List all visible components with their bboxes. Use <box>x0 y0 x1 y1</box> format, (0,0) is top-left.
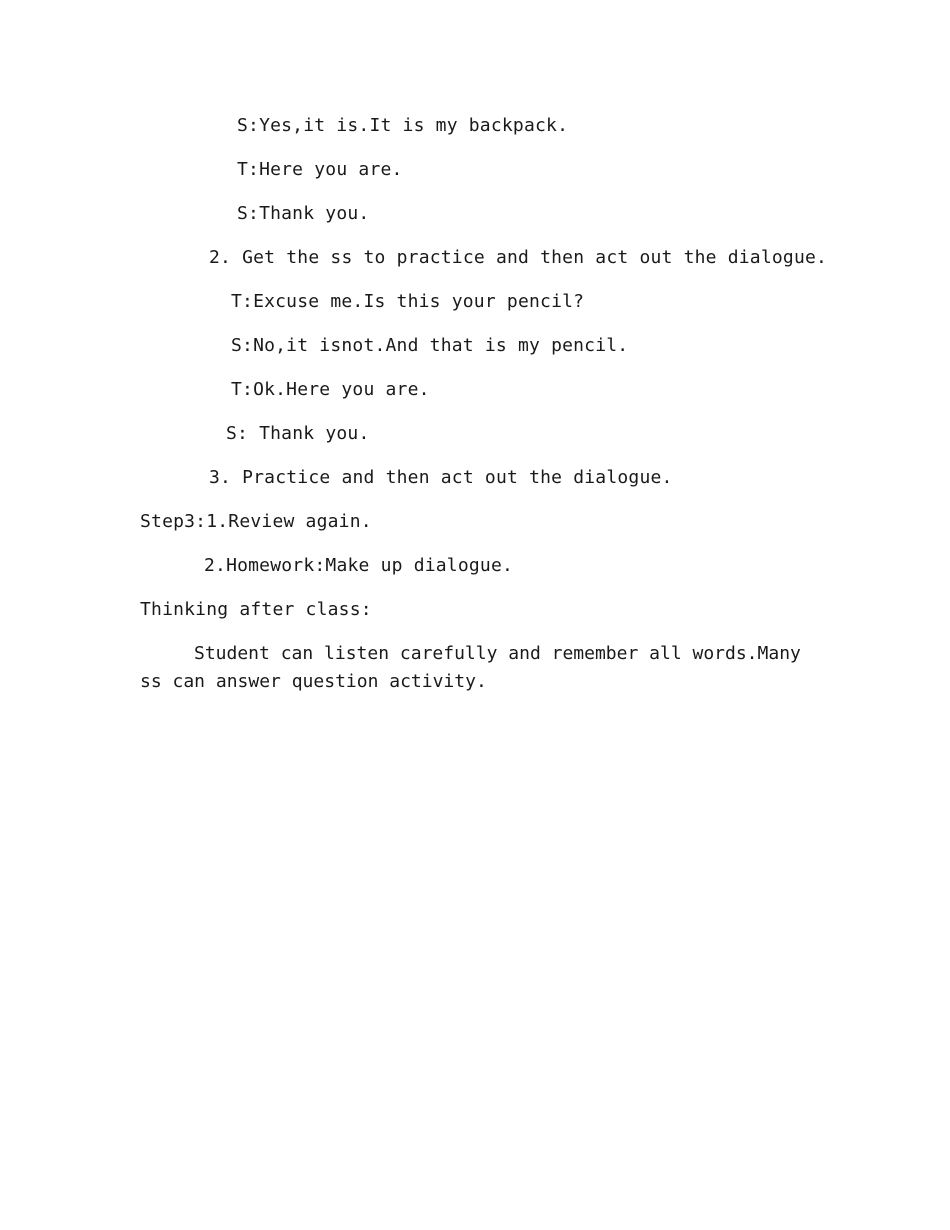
step-item-2: 2. Get the ss to practice and then act out the dialogue. <box>209 247 828 268</box>
homework-line: 2.Homework:Make up dialogue. <box>204 555 514 576</box>
dialogue-line-s-thank-2: S: Thank you. <box>226 423 370 444</box>
dialogue-line-t-here: T:Here you are. <box>237 159 403 180</box>
dialogue-line-s-no: S:No,it isnot.And that is my pencil. <box>231 335 629 356</box>
dialogue-line-s-thank: S:Thank you. <box>237 203 370 224</box>
closing-paragraph: Student can listen carefully and remember all words.Many ss can answer question activity. <box>140 643 801 692</box>
dialogue-line-t-ok: T:Ok.Here you are. <box>231 379 430 400</box>
step3-heading: Step3:1.Review again. <box>140 511 372 532</box>
step-item-3: 3. Practice and then act out the dialogue. <box>209 467 673 488</box>
dialogue-line-t-excuse: T:Excuse me.Is this your pencil? <box>231 291 585 312</box>
dialogue-line-s-yes: S:Yes,it is.It is my backpack. <box>237 115 569 136</box>
thinking-heading: Thinking after class: <box>140 599 372 620</box>
